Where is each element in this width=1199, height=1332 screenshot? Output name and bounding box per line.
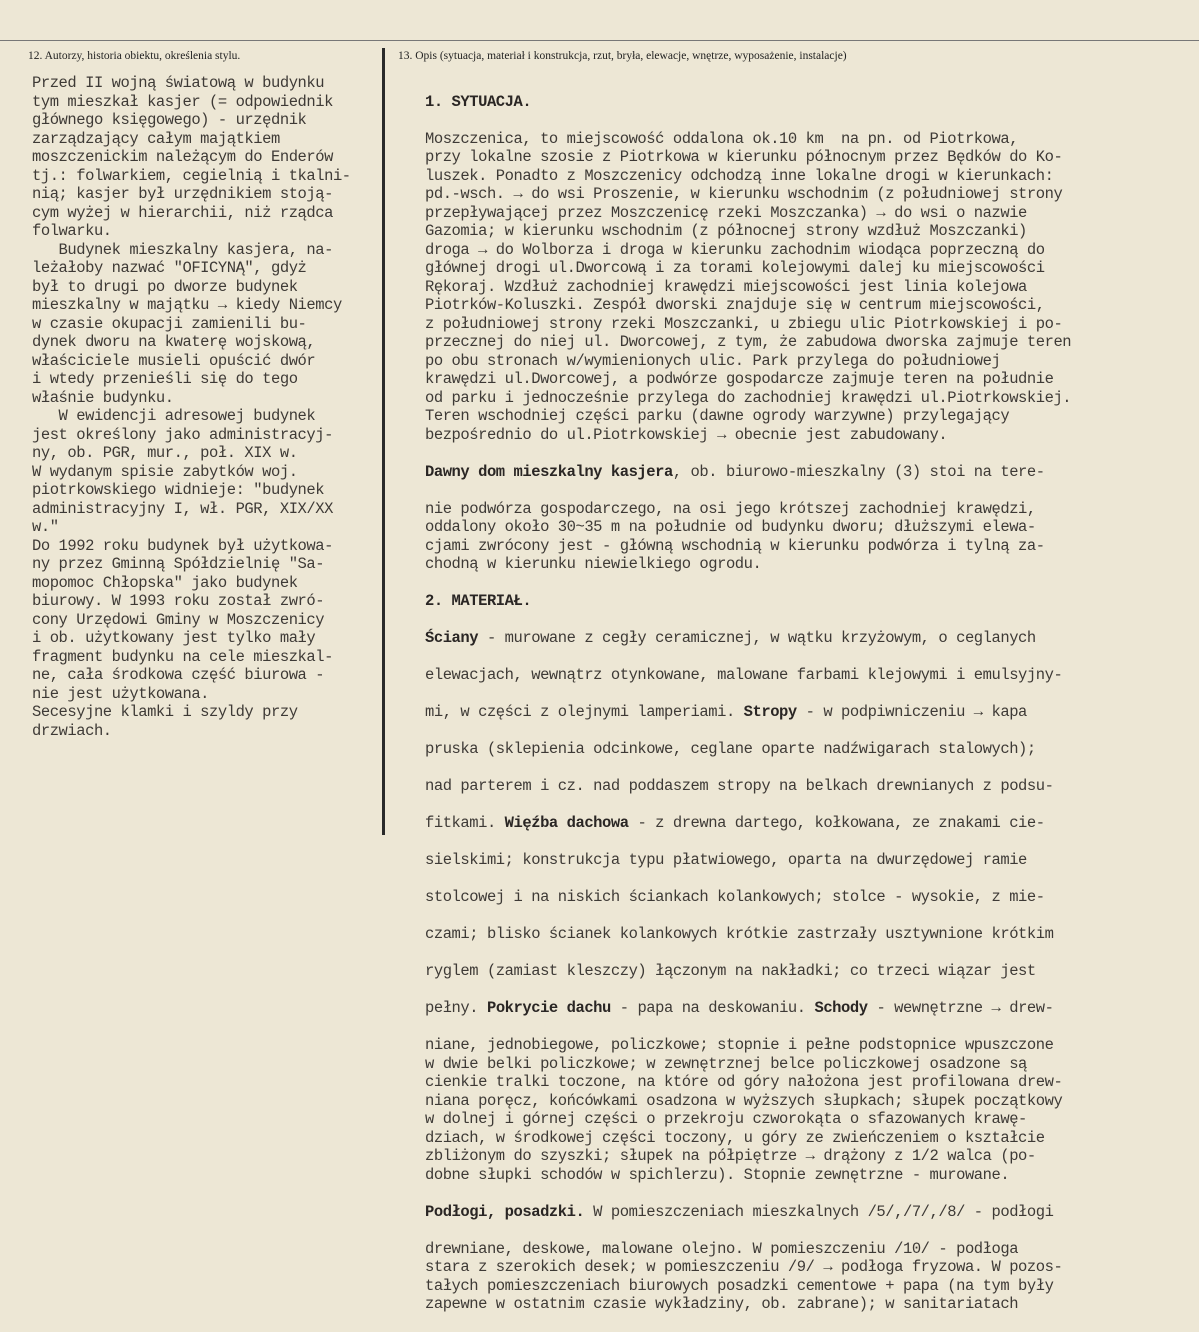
history-line: w."	[32, 518, 59, 536]
history-line: tj.: folwarkiem, cegielnią i tkalni-	[32, 166, 351, 185]
history-line: dynek dworu na kwaterę wojskową,	[32, 333, 316, 351]
ceilings-label: Stropy	[743, 703, 797, 721]
sytuacja-line: luszek. Ponadto z Moszczenicy odchodzą inne lokalne drogi w kierunkach:	[425, 166, 1054, 185]
history-line: ny, ob. PGR, mur., poł. XIX w.	[32, 444, 298, 462]
ceilings-line-2: pruska (sklepienia odcinkowe, ceglane oparte nadźwigarach stalowych);	[425, 740, 1036, 758]
building-line: nie podwórza gospodarczego, na osi jego krótszej zachodniej krawędzi,	[425, 499, 1036, 518]
history-line: w czasie okupacji zamienili bu-	[32, 314, 307, 333]
stairs-paragraph	[425, 1036, 1071, 1184]
history-line: właściciele musieli opuścić dwór	[32, 351, 316, 370]
roof-truss-line-2: sielskimi; konstrukcja typu płatwiowego, oparta na dwurzędowej ramie	[425, 851, 1027, 869]
history-line: głównego księgowego) - urzędnik	[32, 111, 307, 129]
building-line: oddalony około 30~35 m na południe od budynku dworu; dłuższymi elewa-	[425, 518, 1036, 536]
history-line: Do 1992 roku budynek był użytkowa-	[32, 536, 333, 555]
sytuacja-line: krawędzi ul.Dworcowej, a podwórze gospodarcze zajmuje teren na południe	[425, 370, 1054, 388]
history-line: ny przez Gminną Spółdzielnię "Sa-	[32, 555, 325, 573]
roof-truss-text: - z drewna dartego, kołkowana, ze znakami cie-	[628, 814, 1045, 832]
sytuacja-line: Rękoraj. Wzdłuż zachodniej krawędzi miejscowości jest linia kolejowa	[425, 277, 1027, 296]
floors-line: tałych pomieszczeniach biurowych posadzki cementowe + papa (na tym były	[425, 1276, 1054, 1295]
section-material-title: 2. MATERIAŁ.	[425, 592, 532, 610]
sytuacja-line: z południowej strony rzeki Moszczanki, u zbiegu ulic Piotrkowskiej i po-	[425, 314, 1063, 333]
history-line: jest określony jako administracyj-	[32, 425, 333, 444]
building-line: cjami zwrócony jest - główną wschodnią w kierunku podwórza i tylną za-	[425, 536, 1045, 555]
building-name: Dawny dom mieszkalny kasjera	[425, 462, 673, 481]
sytuacja-line: Teren wschodniej części parku (dawne ogrody warzywne) przylegający	[425, 407, 1010, 425]
section-sytuacja-body	[425, 130, 1071, 445]
building-text: , ob. biurowo-mieszkalny (3) stoi na tere-	[672, 462, 1045, 481]
roof-truss-line-5: ryglem (zamiast kleszczy) łączonym na nakładki; co trzeci wiązar jest	[425, 962, 1036, 980]
roofing-stairs-line	[425, 999, 1071, 1018]
floors-line: zapewne w ostatnim czasie wykładziny, ob. zabrane); w sanitariatach	[425, 1295, 1019, 1313]
stairs-line: dziach, w środkowej części toczony, u góry ze zwieńczeniem o kształcie	[425, 1128, 1045, 1147]
history-line: W ewidencji adresowej budynek	[32, 407, 316, 425]
top-rule	[0, 40, 1199, 41]
section-sytuacja-title: 1. SYTUACJA.	[425, 92, 532, 111]
history-line: administracyjny I, wł. PGR, XIX/XX	[32, 499, 333, 518]
walls-text: - murowane z cegły ceramicznej, w wątku krzyżowym, o ceglanych	[478, 629, 1036, 647]
floors-label: Podłogi, posadzki.	[425, 1202, 585, 1221]
right-column-heading: 13. Opis (sytuacja, materiał i konstrukcja, rzut, bryła, elewacje, wnętrze, wyposażenie, instalacje)	[398, 50, 847, 62]
stairs-line: dobne słupki schodów w spichlerzu). Stopnie zewnętrzne - murowane.	[425, 1165, 1010, 1184]
floors-text: W pomieszczeniach mieszkalnych /5/,/7/,/8/ - podłogi	[584, 1202, 1054, 1221]
walls-label: Ściany	[425, 629, 479, 647]
roof-truss-line-3: stolcowej i na niskich ściankach kolankowych; stolce - wysokie, z mie-	[425, 888, 1045, 906]
floors-paragraph	[425, 1240, 1071, 1314]
stairs-line: zbliżonym do szyszki; słupek na półpiętrze → drążony z 1/2 walca (po-	[425, 1147, 1036, 1165]
ceilings-text: - w podpiwniczeniu → kapa	[796, 703, 1027, 721]
building-paragraph	[425, 500, 1071, 574]
roof-truss-label: Więźba dachowa	[504, 814, 629, 832]
history-text	[32, 74, 351, 740]
roof-truss-line	[425, 814, 1071, 833]
stairs-text: - wewnętrzne → drew-	[867, 999, 1054, 1017]
left-column-heading: 12. Autorzy, historia obiektu, określenia stylu.	[28, 50, 241, 62]
floors-line: drewniane, deskowe, malowane olejno. W pomieszczeniu /10/ - podłoga	[425, 1239, 1019, 1258]
history-line: piotrkowskiego widnieje: "budynek	[32, 481, 325, 499]
sytuacja-line: przy lokalne szosie z Piotrkowa w kierunku północnym przez Będków do Ko-	[425, 148, 1063, 166]
history-line: i ob. użytkowany jest tylko mały	[32, 629, 316, 647]
walls-line	[425, 629, 1071, 648]
history-line: Secesyjne klamki i szyldy przy	[32, 703, 298, 721]
sytuacja-line: przepływającej przez Moszczenicę rzeki Moszczanka) → do wsi o nazwie	[425, 203, 1027, 222]
sytuacja-line: głównej drogi ul.Dworcową i za torami kolejowymi dalej ku miejscowości	[425, 259, 1045, 277]
building-paragraph-first-line	[425, 463, 1071, 482]
history-line: nią; kasjer był urzędnikiem stoją-	[32, 185, 333, 203]
sytuacja-line: bezpośrednio do ul.Piotrkowskiej → obecnie jest zabudowany.	[425, 425, 948, 444]
roofing-label: Pokrycie dachu	[486, 999, 611, 1017]
sytuacja-line: Moszczenica, to miejscowość oddalona ok.10 km na pn. od Piotrkowa,	[425, 129, 1019, 148]
history-line: cym wyżej w hierarchii, niż rządca	[32, 203, 333, 222]
history-line: folwarku.	[32, 222, 112, 240]
history-line: leżałoby nazwać "OFICYNĄ", gdyż	[32, 259, 307, 277]
history-line: drzwiach.	[32, 721, 112, 740]
building-line: chodną w kierunku niewielkiego ogrodu.	[425, 555, 762, 573]
history-line: mieszkalny w majątku → kiedy Niemcy	[32, 296, 342, 314]
roof-truss-text-end: pełny.	[425, 999, 487, 1017]
history-line: fragment budynku na cele mieszkal-	[32, 647, 333, 666]
history-line: cony Urzędowi Gminy w Moszczenicy	[32, 610, 325, 629]
stairs-line: cienkie tralki toczone, na które od góry nałożona jest profilowana drew-	[425, 1073, 1063, 1091]
history-line: W wydanym spisie zabytków woj.	[32, 462, 298, 481]
roof-truss-line-4: czami; blisko ścianek kolankowych krótkie zastrzały usztywnione krótkim	[425, 925, 1054, 943]
history-line: zarządzający całym majątkiem	[32, 129, 280, 148]
sytuacja-line: droga → do Wolborza i droga w kierunku zachodnim wiodąca poprzeczną do	[425, 240, 1045, 259]
history-line: nie jest użytkowana.	[32, 684, 210, 703]
sytuacja-line: Piotrków-Koluszki. Zespół dworski znajduje się w centrum miejscowości,	[425, 296, 1045, 314]
sytuacja-line: Gazomia; w kierunku wschodnim (z północnej strony wzdłuż Moszczanki)	[425, 222, 1027, 240]
history-line: Przed II wojną światową w budynku	[32, 74, 325, 92]
stairs-line: w dwie belki policzkowe; w zewnętrznej belce policzkowej osadzone są	[425, 1054, 1027, 1073]
history-line: był to drugi po dworze budynek	[32, 277, 298, 296]
history-line: moszczenickim należącym do Enderów	[32, 148, 333, 166]
walls-text-end: mi, w części z olejnymi lamperiami.	[425, 703, 744, 721]
description-text	[425, 74, 1071, 1332]
ceilings-text-end: fitkami.	[425, 814, 505, 832]
sytuacja-line: po obu stronach w/wymienionych ulic. Park przylega do południowej	[425, 351, 1001, 370]
history-line: tym mieszkał kasjer (= odpowiednik	[32, 92, 333, 111]
history-line: biurowy. W 1993 roku został zwró-	[32, 592, 325, 610]
floors-line	[425, 1203, 1071, 1222]
floors-line: stara z szerokich desek; w pomieszczeniu /9/ → podłoga fryzowa. W pozos-	[425, 1258, 1063, 1276]
ceilings-line-3: nad parterem i cz. nad poddaszem stropy na belkach drewnianych z podsu-	[425, 777, 1054, 795]
stairs-line: niane, jednobiegowe, policzkowe; stopnie i pełne podstopnice wpuszczone	[425, 1036, 1054, 1054]
column-divider	[382, 48, 385, 835]
stairs-line: w dolnej i górnej części o przekroju czworokąta o sfazowanych krawę-	[425, 1110, 1027, 1128]
sytuacja-line: pd.-wsch. → do wsi Proszenie, w kierunku wschodnim (z południowej strony	[425, 185, 1063, 203]
history-line: właśnie budynku.	[32, 388, 174, 407]
sytuacja-line: przecznej do niej ul. Dworcowej, z tym, że zabudowa dworska zajmuje teren	[425, 333, 1072, 351]
ceilings-line	[425, 703, 1071, 722]
history-line: ne, cała środkowa część biurowa -	[32, 666, 325, 684]
sytuacja-line: od parku i jednocześnie przylega do zachodniej krawędzi ul.Piotrkowskiej.	[425, 388, 1072, 407]
history-line: Budynek mieszkalny kasjera, na-	[32, 240, 333, 259]
history-line: i wtedy przenieśli się do tego	[32, 370, 298, 388]
history-line: mopomoc Chłopska" jako budynek	[32, 573, 298, 592]
walls-line-2: elewacjach, wewnątrz otynkowane, malowane farbami klejowymi i emulsyjny-	[425, 666, 1063, 684]
stairs-line: niana poręcz, końcówkami osadzona w wyższych słupkach; słupek początkowy	[425, 1091, 1063, 1110]
roofing-text: - papa na deskowaniu.	[610, 999, 815, 1017]
stairs-label: Schody	[814, 999, 868, 1017]
